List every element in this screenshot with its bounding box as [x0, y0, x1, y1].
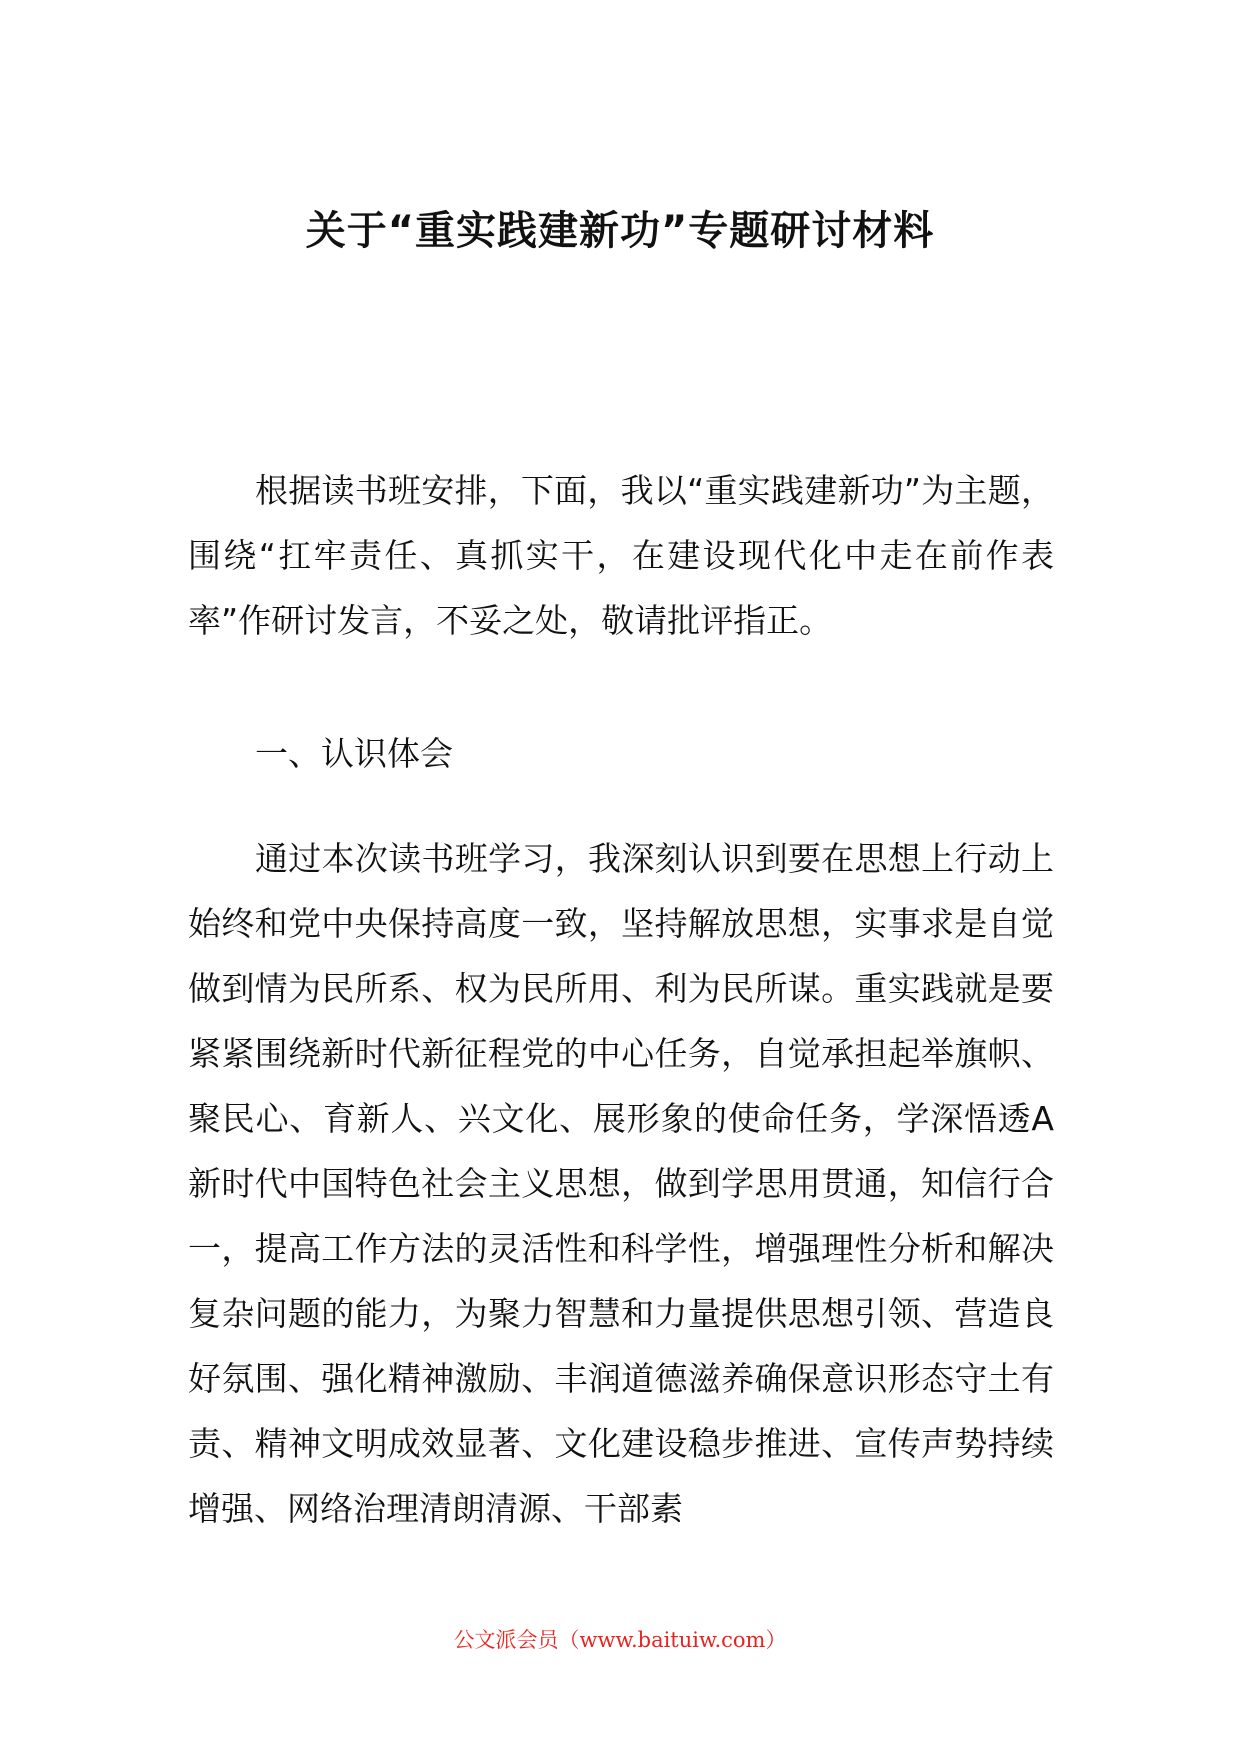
footer-watermark-text: 公文派会员（www.baituiw.com）: [453, 1628, 787, 1652]
section-heading: 一、认识体会: [255, 734, 453, 773]
intro-paragraph: 根据读书班安排，下面，我以“重实践建新功”为主题，围绕“扛牢责任、真抓实干，在建设现代化中走在前作表率”作研讨发言，不妥之处，敬请批评指正。: [188, 471, 1054, 640]
body-paragraph: 通过本次读书班学习，我深刻认识到要在思想上行动上始终和党中央保持高度一致，坚持解放思想，实事求是自觉做到情为民所系、权为民所用、利为民所谋。重实践就是要紧紧围绕新时代新征程党的中心任务，自觉承担起举旗帜、聚民心、育新人、兴文化、展形象的使命任务，学深悟透A新时代中国特色社会主义思想，做到学思用贯通，知信行合一，提高工作方法的灵活性和科学性，增强理性分析和解决复杂问题的能力，为聚力智慧和力量提供思想引领、营造良好氛围、强化精神激励、丰润道德滋养确保意识形态守土有责、精神文明成效显著、文化建设稳步推进、宣传声势持续增强、网络治理清朗清源、干部素: [188, 839, 1054, 1528]
document-title: 关于“重实践建新功”专题研讨材料: [305, 208, 935, 254]
